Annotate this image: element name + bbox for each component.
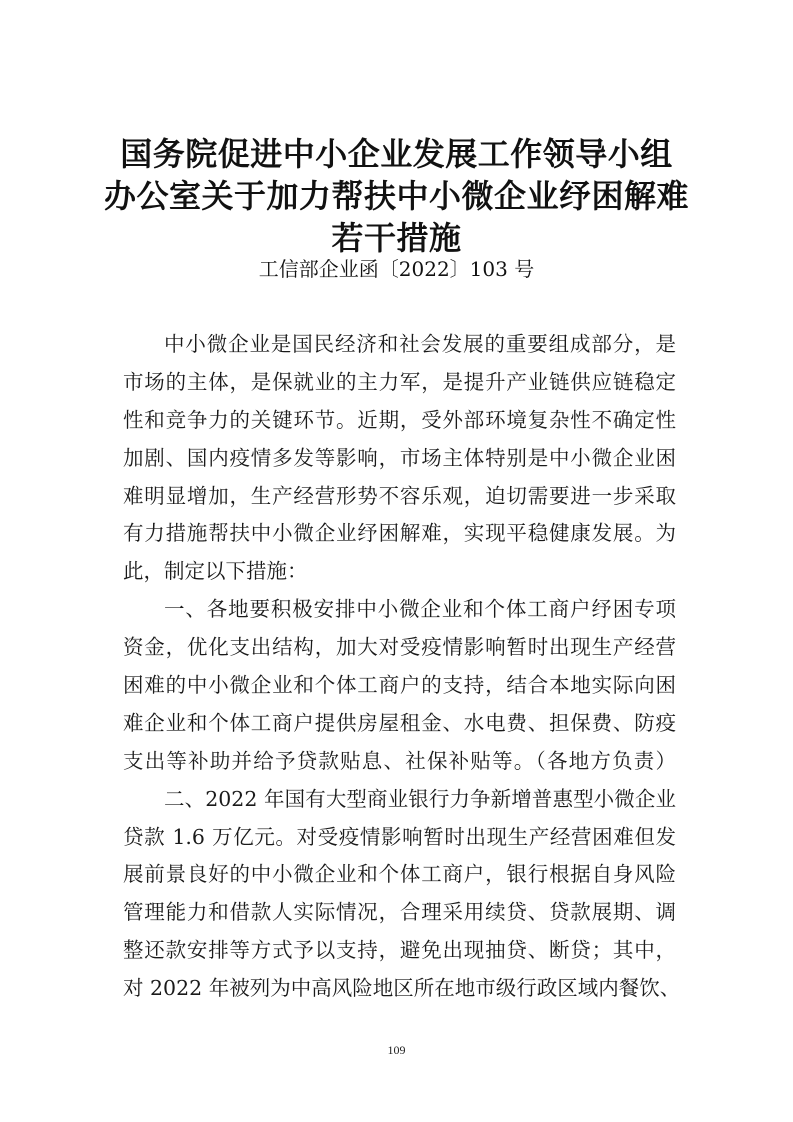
- body-line: 中小微企业是国民经济和社会发展的重要组成部分，是: [164, 332, 676, 356]
- body-line: 困难的中小微企业和个体工商户的支持，结合本地实际向困: [123, 673, 676, 698]
- document-title: [0, 133, 793, 259]
- body-line: 对 2022 年被列为中高风险地区所在地市级行政区域内餐饮、: [123, 976, 681, 1001]
- document-number: 工信部企业函〔2022〕103 号: [258, 257, 535, 281]
- body-line: 此，制定以下措施：: [123, 559, 308, 584]
- body-line: 支出等补助并给予贷款贴息、社保补贴等。（各地方负责）: [123, 748, 676, 773]
- body-line: 资金，优化支出结构，加大对受疫情影响暂时出现生产经营: [123, 635, 676, 660]
- body-line: 有力措施帮扶中小微企业纾困解难，实现平稳健康发展。为: [123, 521, 676, 546]
- document-body: [123, 326, 681, 1008]
- body-line: 管理能力和借款人实际情况，合理采用续贷、贷款展期、调: [123, 900, 676, 925]
- body-line: 一、各地要积极安排中小微企业和个体工商户纾困专项: [164, 597, 676, 622]
- body-line: 展前景良好的中小微企业和个体工商户，银行根据自身风险: [123, 862, 676, 887]
- title-line-3: 若干措施: [331, 219, 462, 257]
- body-line: 贷款 1.6 万亿元。对受疫情影响暂时出现生产经营困难但发: [123, 824, 676, 849]
- body-line: 市场的主体，是保就业的主力军，是提升产业链供应链稳定: [123, 369, 676, 394]
- body-line: 加剧、国内疫情多发等影响，市场主体特别是中小微企业困: [123, 445, 676, 470]
- title-line-2: 办公室关于加力帮扶中小微企业纾困解难: [103, 177, 689, 215]
- body-line: 整还款安排等方式予以支持，避免出现抽贷、断贷；其中，: [123, 938, 676, 963]
- body-line: 难明显增加，生产经营形势不容乐观，迫切需要进一步采取: [123, 483, 676, 508]
- body-line: 二、2022 年国有大型商业银行力争新增普惠型小微企业: [164, 786, 676, 811]
- page-number: 109: [387, 1043, 406, 1057]
- body-line: 难企业和个体工商户提供房屋租金、水电费、担保费、防疫: [123, 710, 676, 735]
- title-line-1: 国务院促进中小企业发展工作领导小组: [120, 135, 673, 173]
- body-line: 性和竞争力的关键环节。近期，受外部环境复杂性不确定性: [123, 407, 676, 432]
